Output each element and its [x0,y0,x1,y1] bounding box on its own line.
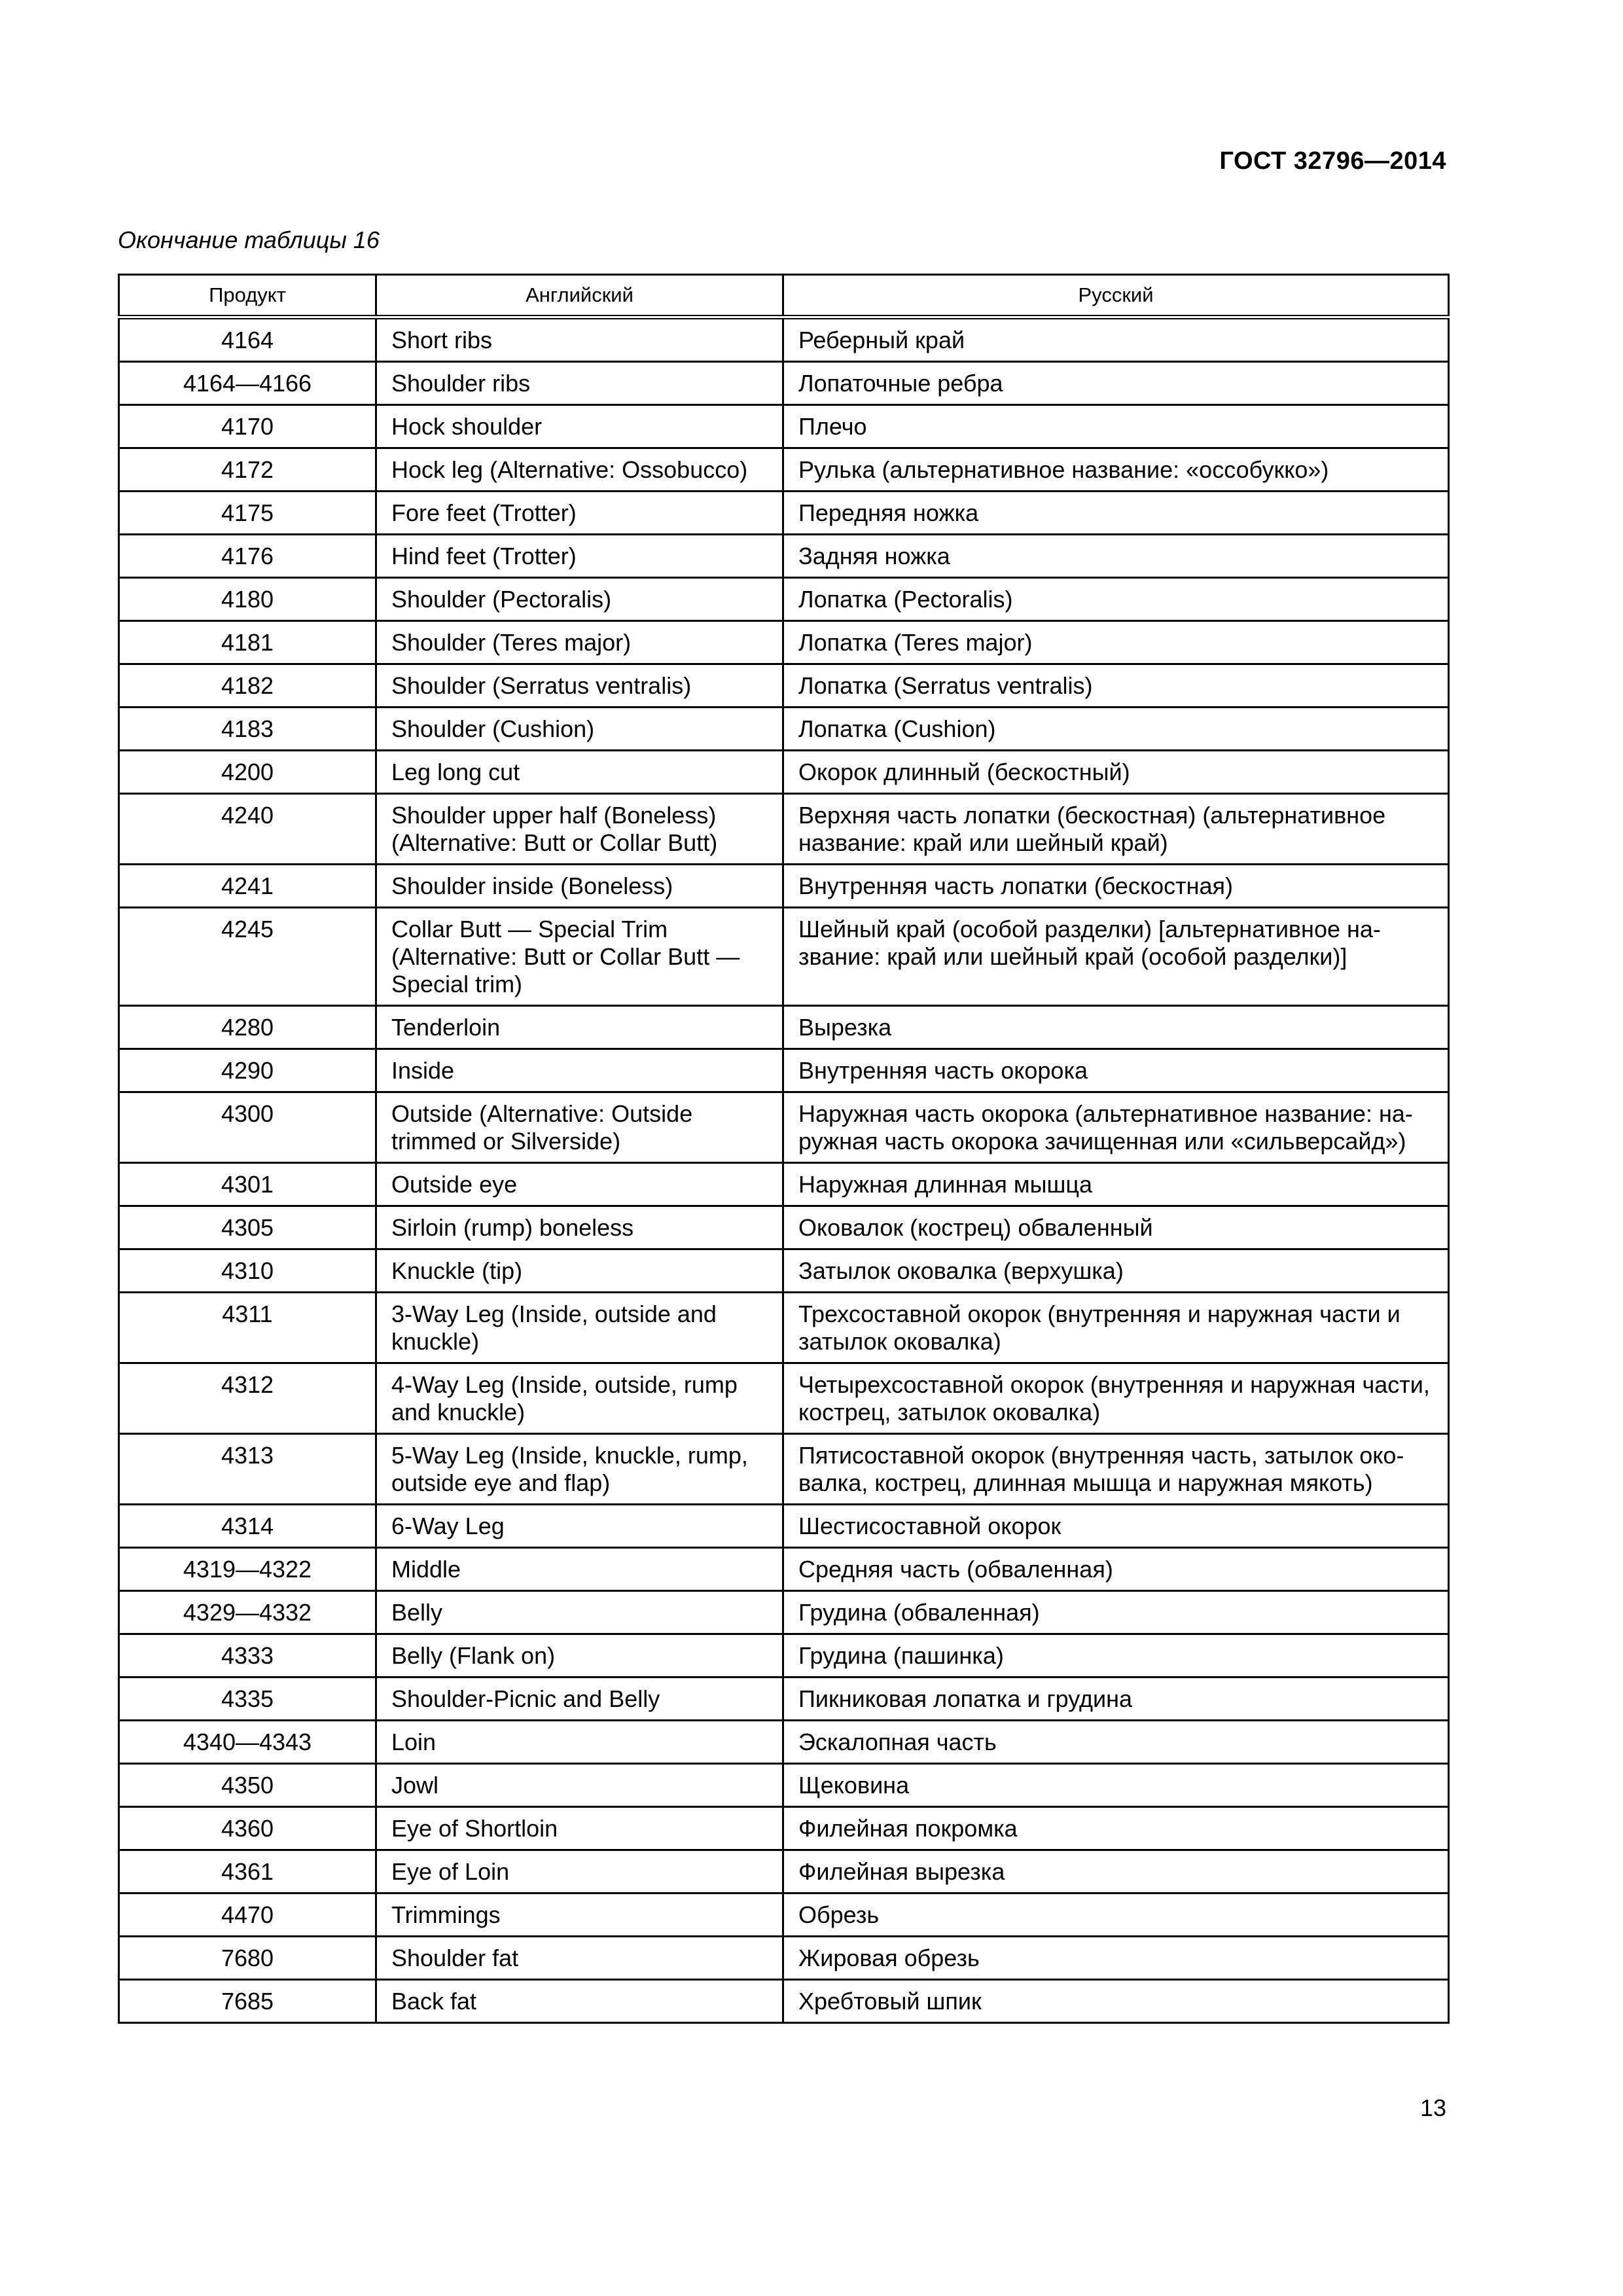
product-code-cell: 4335 [119,1677,376,1721]
table-row [119,1293,1449,1363]
product-code-cell: 7680 [119,1937,376,1980]
product-code-cell: 4280 [119,1006,376,1049]
table-row [119,1434,1449,1505]
cuts-table [118,274,1450,2024]
product-code-cell: 4333 [119,1634,376,1677]
product-code-cell: 7685 [119,1980,376,2023]
english-name-cell: Shoulder inside (Boneless) [376,865,783,908]
table-row [119,708,1449,751]
table-row [119,664,1449,708]
table-row [119,1850,1449,1893]
russian-name-cell: Грудина (обваленная) [783,1591,1449,1634]
russian-name-cell: Окорок длинный (бескостный) [783,751,1449,794]
russian-name-cell: Хребтовый шпик [783,1980,1449,2023]
table-row [119,1893,1449,1937]
english-name-cell: Shoulder (Serratus ventralis) [376,664,783,708]
english-name-cell: Belly (Flank on) [376,1634,783,1677]
table-row [119,1163,1449,1206]
russian-name-cell: Шейный край (особой разделки) [альтернативное на-звание: край или шейный край (особой разделки)] [783,908,1449,1006]
english-name-cell: Back fat [376,1980,783,2023]
table-caption: Окончание таблицы 16 [118,226,380,253]
table-row [119,535,1449,578]
english-name-cell: Shoulder (Cushion) [376,708,783,751]
product-code-cell: 4170 [119,405,376,448]
table-row [119,1049,1449,1092]
english-name-cell: Leg long cut [376,751,783,794]
english-name-cell: Shoulder-Picnic and Belly [376,1677,783,1721]
english-name-cell: 6-Way Leg [376,1505,783,1548]
russian-name-cell: Оковалок (кострец) обваленный [783,1206,1449,1249]
english-name-cell: Sirloin (rump) boneless [376,1206,783,1249]
english-name-cell: Outside eye [376,1163,783,1206]
product-code-cell: 4290 [119,1049,376,1092]
english-name-cell: Jowl [376,1764,783,1807]
english-name-cell: Outside (Alternative: Outside trimmed or Silverside) [376,1092,783,1163]
table-header-row [119,275,1449,317]
product-code-cell: 4470 [119,1893,376,1937]
table-body [119,317,1449,2023]
column-header-russian: Русский [783,275,1449,317]
russian-name-cell: Внутренняя часть лопатки (бескостная) [783,865,1449,908]
column-header-product: Продукт [119,275,376,317]
product-code-cell: 4300 [119,1092,376,1163]
english-name-cell: 4-Way Leg (Inside, outside, rump and knuckle) [376,1363,783,1434]
english-name-cell: Trimmings [376,1893,783,1937]
page-number: 13 [1419,2094,1446,2121]
russian-name-cell: Лопатка (Serratus ventralis) [783,664,1449,708]
product-code-cell: 4200 [119,751,376,794]
table-row [119,1505,1449,1548]
table-row [119,1363,1449,1434]
product-code-cell: 4301 [119,1163,376,1206]
russian-name-cell: Филейная покромка [783,1807,1449,1850]
table-row [119,1548,1449,1591]
product-code-cell: 4172 [119,448,376,492]
english-name-cell: Inside [376,1049,783,1092]
russian-name-cell: Рулька (альтернативное название: «оссобукко») [783,448,1449,492]
english-name-cell: 3-Way Leg (Inside, outside and knuckle) [376,1293,783,1363]
english-name-cell: Hock leg (Alternative: Ossobucco) [376,448,783,492]
russian-name-cell: Задняя ножка [783,535,1449,578]
english-name-cell: Middle [376,1548,783,1591]
english-name-cell: Fore feet (Trotter) [376,492,783,535]
english-name-cell: Eye of Shortloin [376,1807,783,1850]
english-name-cell: Shoulder (Pectoralis) [376,578,783,621]
table-row [119,1677,1449,1721]
russian-name-cell: Затылок оковалка (верхушка) [783,1249,1449,1293]
russian-name-cell: Вырезка [783,1006,1449,1049]
table-row [119,621,1449,664]
table-row [119,794,1449,865]
russian-name-cell: Филейная вырезка [783,1850,1449,1893]
english-name-cell: 5-Way Leg (Inside, knuckle, rump, outside eye and flap) [376,1434,783,1505]
product-code-cell: 4183 [119,708,376,751]
english-name-cell: Eye of Loin [376,1850,783,1893]
product-code-cell: 4310 [119,1249,376,1293]
english-name-cell: Knuckle (tip) [376,1249,783,1293]
russian-name-cell: Эскалопная часть [783,1721,1449,1764]
document-code: ГОСТ 32796—2014 [1219,147,1446,175]
product-code-cell: 4311 [119,1293,376,1363]
russian-name-cell: Верхняя часть лопатки (бескостная) (альтернативное название: край или шейный край) [783,794,1449,865]
product-code-cell: 4314 [119,1505,376,1548]
russian-name-cell: Средняя часть (обваленная) [783,1548,1449,1591]
product-code-cell: 4180 [119,578,376,621]
russian-name-cell: Шестисоставной окорок [783,1505,1449,1548]
product-code-cell: 4175 [119,492,376,535]
product-code-cell: 4305 [119,1206,376,1249]
russian-name-cell: Трехсоставной окорок (внутренняя и наружная части и затылок оковалка) [783,1293,1449,1363]
russian-name-cell: Внутренняя часть окорока [783,1049,1449,1092]
russian-name-cell: Плечо [783,405,1449,448]
table-row [119,1721,1449,1764]
product-code-cell: 4329—4332 [119,1591,376,1634]
russian-name-cell: Лопаточные ребра [783,362,1449,405]
english-name-cell: Tenderloin [376,1006,783,1049]
russian-name-cell: Лопатка (Teres major) [783,621,1449,664]
table-row [119,362,1449,405]
english-name-cell: Belly [376,1591,783,1634]
table-row [119,1006,1449,1049]
product-code-cell: 4361 [119,1850,376,1893]
table-row [119,1764,1449,1807]
table-row [119,1807,1449,1850]
table-row [119,1591,1449,1634]
russian-name-cell: Наружная часть окорока (альтернативное название: на-ружная часть окорока зачищенная или «сильверсайд») [783,1092,1449,1163]
table-row [119,405,1449,448]
russian-name-cell: Наружная длинная мышца [783,1163,1449,1206]
english-name-cell: Loin [376,1721,783,1764]
product-code-cell: 4176 [119,535,376,578]
russian-name-cell: Лопатка (Pectoralis) [783,578,1449,621]
russian-name-cell: Пикниковая лопатка и грудина [783,1677,1449,1721]
english-name-cell: Collar Butt — Special Trim (Alternative: Butt or Collar Butt — Special trim) [376,908,783,1006]
english-name-cell: Shoulder ribs [376,362,783,405]
product-code-cell: 4240 [119,794,376,865]
english-name-cell: Short ribs [376,317,783,362]
russian-name-cell: Обрезь [783,1893,1449,1937]
russian-name-cell: Грудина (пашинка) [783,1634,1449,1677]
product-code-cell: 4313 [119,1434,376,1505]
table-row [119,865,1449,908]
table-row [119,492,1449,535]
product-code-cell: 4164 [119,317,376,362]
table-row [119,1206,1449,1249]
russian-name-cell: Лопатка (Cushion) [783,708,1449,751]
table-row [119,448,1449,492]
product-code-cell: 4164—4166 [119,362,376,405]
table-row [119,1937,1449,1980]
table-row [119,578,1449,621]
column-header-english: Английский [376,275,783,317]
table-row [119,908,1449,1006]
english-name-cell: Shoulder (Teres major) [376,621,783,664]
russian-name-cell: Пятисоставной окорок (внутренняя часть, затылок око-валка, кострец, длинная мышца и наружная мякоть) [783,1434,1449,1505]
table-row [119,317,1449,362]
table-row [119,1634,1449,1677]
english-name-cell: Shoulder upper half (Boneless) (Alternative: Butt or Collar Butt) [376,794,783,865]
english-name-cell: Shoulder fat [376,1937,783,1980]
product-code-cell: 4241 [119,865,376,908]
russian-name-cell: Четырехсоставной окорок (внутренняя и наружная части, кострец, затылок оковалка) [783,1363,1449,1434]
russian-name-cell: Реберный край [783,317,1449,362]
english-name-cell: Hind feet (Trotter) [376,535,783,578]
english-name-cell: Hock shoulder [376,405,783,448]
product-code-cell: 4181 [119,621,376,664]
product-code-cell: 4360 [119,1807,376,1850]
russian-name-cell: Передняя ножка [783,492,1449,535]
table-row [119,1980,1449,2023]
product-code-cell: 4350 [119,1764,376,1807]
russian-name-cell: Жировая обрезь [783,1937,1449,1980]
product-code-cell: 4182 [119,664,376,708]
product-code-cell: 4245 [119,908,376,1006]
table-row [119,751,1449,794]
russian-name-cell: Щековина [783,1764,1449,1807]
table-row [119,1249,1449,1293]
product-code-cell: 4340—4343 [119,1721,376,1764]
product-code-cell: 4319—4322 [119,1548,376,1591]
table-row [119,1092,1449,1163]
product-code-cell: 4312 [119,1363,376,1434]
